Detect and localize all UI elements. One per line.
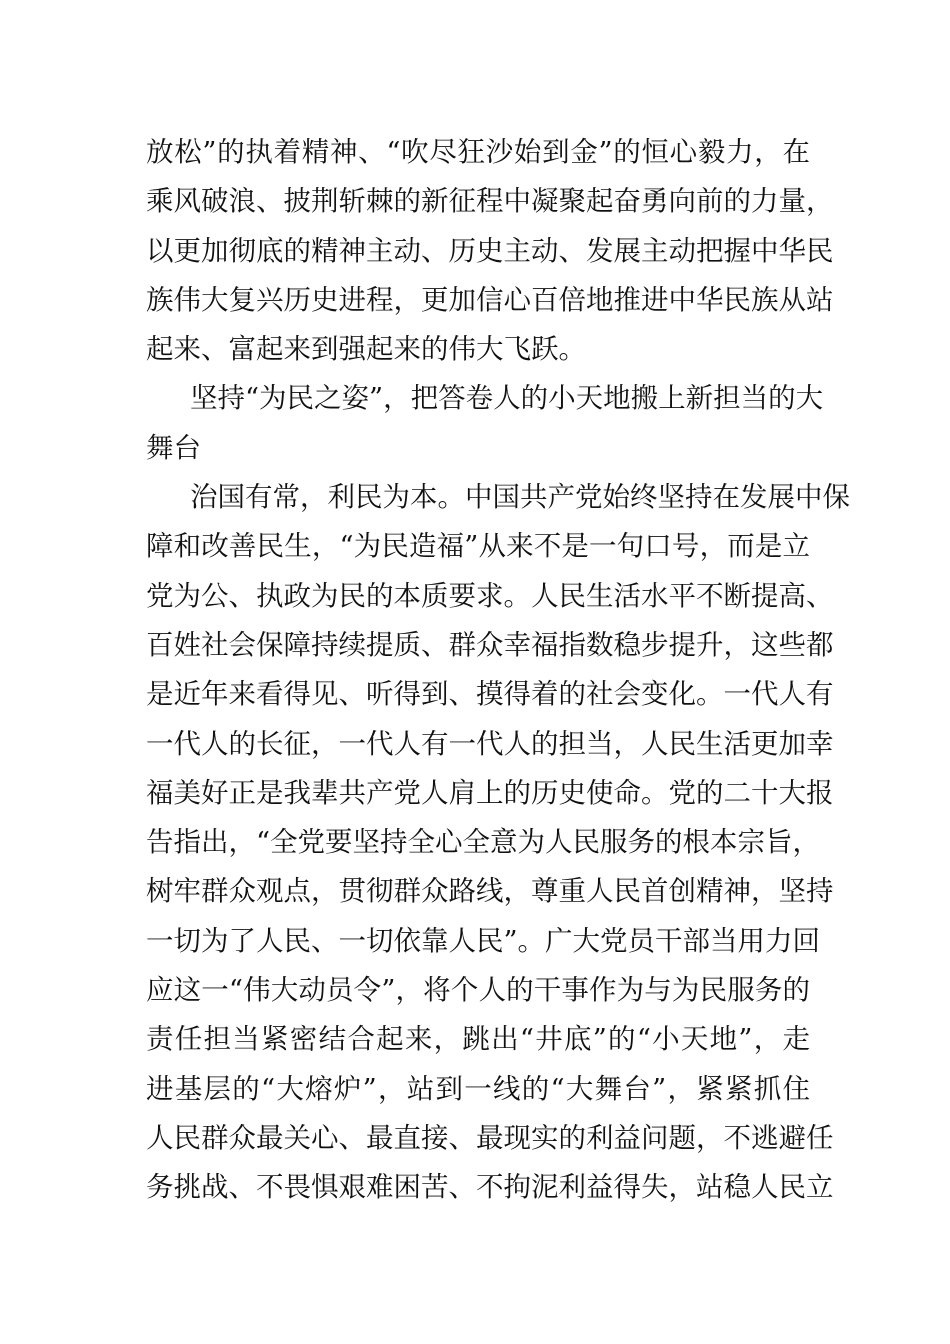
text-line: 乘风破浪、披荆斩棘的新征程中凝聚起奋勇向前的力量，	[146, 185, 834, 218]
text-line: 起来、富起来到强起来的伟大飞跃。	[146, 333, 586, 366]
text-line: 一切为了人民、一切依靠人民”。广大党员干部当用力回	[146, 924, 821, 957]
text-line: 治国有常，利民为本。中国共产党始终坚持在发展中保	[190, 481, 850, 514]
section-heading-line: 舞台	[146, 431, 201, 464]
text-line: 人民群众最关心、最直接、最现实的利益问题，不逃避任	[146, 1121, 834, 1154]
document-body	[146, 128, 850, 1213]
text-line: 百姓社会保障持续提质、群众幸福指数稳步提升，这些都	[146, 628, 834, 661]
text-line: 族伟大复兴历史进程，更加信心百倍地推进中华民族从站	[146, 283, 834, 316]
text-line: 党为公、执政为民的本质要求。人民生活水平不断提高、	[146, 579, 834, 612]
text-line: 放松”的执着精神、“吹尽狂沙始到金”的恒心毅力，在	[146, 136, 810, 168]
text-line: 告指出，“全党要坚持全心全意为人民服务的根本宗旨，	[146, 826, 821, 859]
text-line: 是近年来看得见、听得到、摸得着的社会变化。一代人有	[146, 678, 834, 711]
text-line: 以更加彻底的精神主动、历史主动、发展主动把握中华民	[146, 234, 834, 267]
section-heading-line: 坚持“为民之姿”，把答卷人的小天地搬上新担当的大	[190, 382, 824, 415]
text-line: 一代人的长征，一代人有一代人的担当，人民生活更加幸	[146, 727, 834, 760]
text-line: 福美好正是我辈共产党人肩上的历史使命。党的二十大报	[146, 776, 834, 809]
text-line: 应这一“伟大动员令”，将个人的干事作为与为民服务的	[146, 974, 810, 1007]
text-line: 障和改善民生，“为民造福”从来不是一句口号，而是立	[146, 530, 810, 563]
text-line: 务挑战、不畏惧艰难困苦、不拘泥利益得失，站稳人民立	[146, 1171, 834, 1204]
text-line: 责任担当紧密结合起来，跳出“井底”的“小天地”，走	[146, 1023, 810, 1056]
text-line: 树牢群众观点，贯彻群众路线，尊重人民首创精神，坚持	[146, 875, 834, 908]
text-line: 进基层的“大熔炉”，站到一线的“大舞台”，紧紧抓住	[146, 1072, 810, 1105]
